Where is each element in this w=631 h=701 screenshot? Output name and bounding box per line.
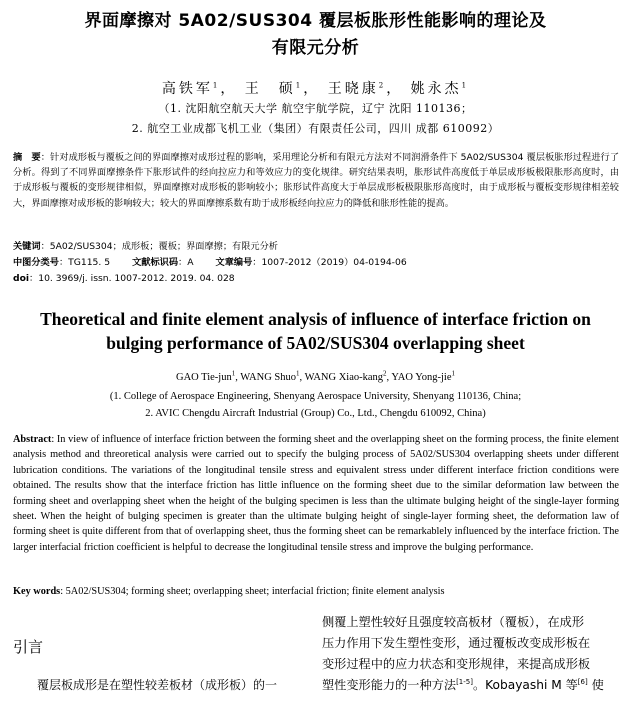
en-author: WANG Xiao-kang <box>304 372 384 383</box>
article-number-label: 文章编号 <box>215 257 253 268</box>
en-author-affil-mark: 1 <box>296 369 300 378</box>
en-affiliation-1: (1. College of Aerospace Engineering, Shenyang Aerospace University, Shenyang 110136, China; <box>109 391 522 402</box>
doc-code-value: ：A <box>178 257 194 268</box>
cn-author: 王晓康 <box>327 81 379 97</box>
doi-label: doi <box>13 273 30 284</box>
body-text-line <box>322 675 620 696</box>
en-author: GAO Tie-jun <box>176 372 232 383</box>
citation-marker: [1-5] <box>456 677 473 686</box>
cn-author-affil-mark: 1 <box>295 81 304 90</box>
en-keywords-text: : 5A02/SUS304; forming sheet; overlapping sheet; interfacial friction; finite element analysis <box>60 586 445 597</box>
en-title-line-1: Theoretical and finite element analysis of influence of interface friction on <box>40 309 591 329</box>
body-text-line: 压力作用下发生塑性变形，通过覆板改变成形板在 <box>322 636 591 650</box>
clc-label: 中图分类号 <box>13 257 59 268</box>
cn-affiliation-2: 2. 航空工业成都飞机工业（集团）有限责任公司，四川 成都 610092） <box>131 122 500 135</box>
body-text-line: 变形过程中的应力状态和变形规律，来提高成形板 <box>322 657 591 671</box>
cn-abstract <box>13 150 619 211</box>
en-author-affil-mark: 1 <box>451 369 455 378</box>
cn-keywords-text: ：5A02/SUS304；成形板；覆板；界面摩擦；有限元分析 <box>40 241 278 252</box>
cn-keywords-label: 关键词 <box>13 241 41 252</box>
en-abstract-label: Abstract <box>13 434 52 445</box>
body-text-line: 侧覆上塑性较好且强度较高板材（覆板），在成形 <box>322 615 585 629</box>
en-abstract <box>13 432 619 555</box>
cn-author-affil-mark: 2 <box>378 81 387 90</box>
en-author: WANG Shuo <box>240 372 297 383</box>
doc-code-label: 文献标识码 <box>132 257 179 268</box>
body-text-segment: 塑性变形能力的一种方法 <box>322 678 457 692</box>
intro-paragraph-left: 覆层板成形是在塑性较差板材（成形板）的一 <box>37 678 278 692</box>
cn-keywords <box>13 238 278 252</box>
cn-abstract-label: 摘 要 <box>13 152 41 163</box>
cn-affiliation-1: （1. 沈阳航空航天大学 航空宇航学院，辽宁 沈阳 110136； <box>158 102 473 115</box>
body-text-segment: 。Kobayashi M 等 <box>472 678 578 692</box>
cn-author-affil-mark: 1 <box>212 81 221 90</box>
cn-author: 姚永杰 <box>410 81 462 97</box>
en-abstract-text: : In view of influence of interface friction between the forming sheet and the overlapping sheet on the forming process, the finite element analysis method and threoretical analysis were carried out to specify the bulging process of 5A02/SUS304 overlapping sheets under different lubrication conditions. The variations of the longitudinal tensile stress and equivalent stress under different interface friction conditions were obtained. The results show that the interface friction has little influence on the forming sheet due to the similar deformation law between the forming sheet and overlapping sheet when the height of the bulging specimen is less than the ultimate bulging height of the single-layer forming sheet. When the height of bulging specimen is greater than the ultimate bulging height of single-layer forming sheet, the deformation law of forming sheet is quite different from that of overlapping sheet, thus the forming sheet can be remarkablely influenced by the interface friction. The larger interfacial friction coefficient is helpful to decrease the longitudinal tensile stress and improve the bulging performance. <box>13 434 619 553</box>
cn-author-affil-mark: 1 <box>461 81 470 90</box>
clc-value: ：TG115. 5 <box>58 257 111 268</box>
cn-author: 王 硕 <box>244 81 296 97</box>
cn-author: 高铁军 <box>161 81 213 97</box>
doi-value: ：10. 3969/j. issn. 1007-2012. 2019. 04. 028 <box>29 273 235 284</box>
en-author-affil-mark: 1 <box>231 369 236 378</box>
intro-heading: 引言 <box>13 638 44 656</box>
cn-abstract-text: ：针对成形板与覆板之间的界面摩擦对成形过程的影响，采用理论分析和有限元方法对不同润滑条件下 5A02/SUS304 覆层板胀形过程进行了分析。得到了不同界面摩擦条件下胀形试件的经向拉应力和等效应力的变化规律。研究结果表明，胀形试件高度低于单层成形板极限胀形高度时，由于成形板与覆板的变形规律相似，界面摩擦对成形板的影响较小；胀形试件高度大于单层成形板极限胀形高度时，由于成形板与覆板变形规律相差较大，界面摩擦对成形板的影响较大；较大的界面摩擦系数有助于成形板经向拉应力的降低和胀形性能的提高。 <box>13 152 620 209</box>
en-author-list: GAO Tie-jun$^1$, WANG Shuo$^1$, WANG Xiao-kang$^2$, YAO Yong-jie$^1$ <box>176 369 455 383</box>
intro-paragraph-right <box>322 612 620 696</box>
cn-author-list: 高铁军$^1$， 王 硕$^1$， 王晓康$^2$， 姚永杰$^1$ <box>161 81 470 97</box>
body-text-segment: 使 <box>587 678 604 692</box>
en-keywords-label: Key words <box>13 586 61 597</box>
article-number-value: ：1007-2012（2019）04-0194-06 <box>252 257 407 268</box>
cn-title-line-1: 界面摩擦对 5A02/SUS304 覆层板胀形性能影响的理论及 <box>84 11 547 31</box>
doi-line <box>13 270 235 284</box>
cn-classification-line <box>13 254 407 268</box>
en-author: YAO Yong-jie <box>391 372 452 383</box>
citation-marker: [6] <box>577 677 588 686</box>
en-keywords <box>13 586 619 597</box>
en-title-line-2: bulging performance of 5A02/SUS304 overlapping sheet <box>106 333 525 353</box>
en-affiliation-2: 2. AVIC Chengdu Aircraft Industrial (Group) Co., Ltd., Chengdu 610092, China) <box>145 408 486 419</box>
en-author-affil-mark: 2 <box>383 369 387 378</box>
cn-title-line-2: 有限元分析 <box>271 38 360 58</box>
